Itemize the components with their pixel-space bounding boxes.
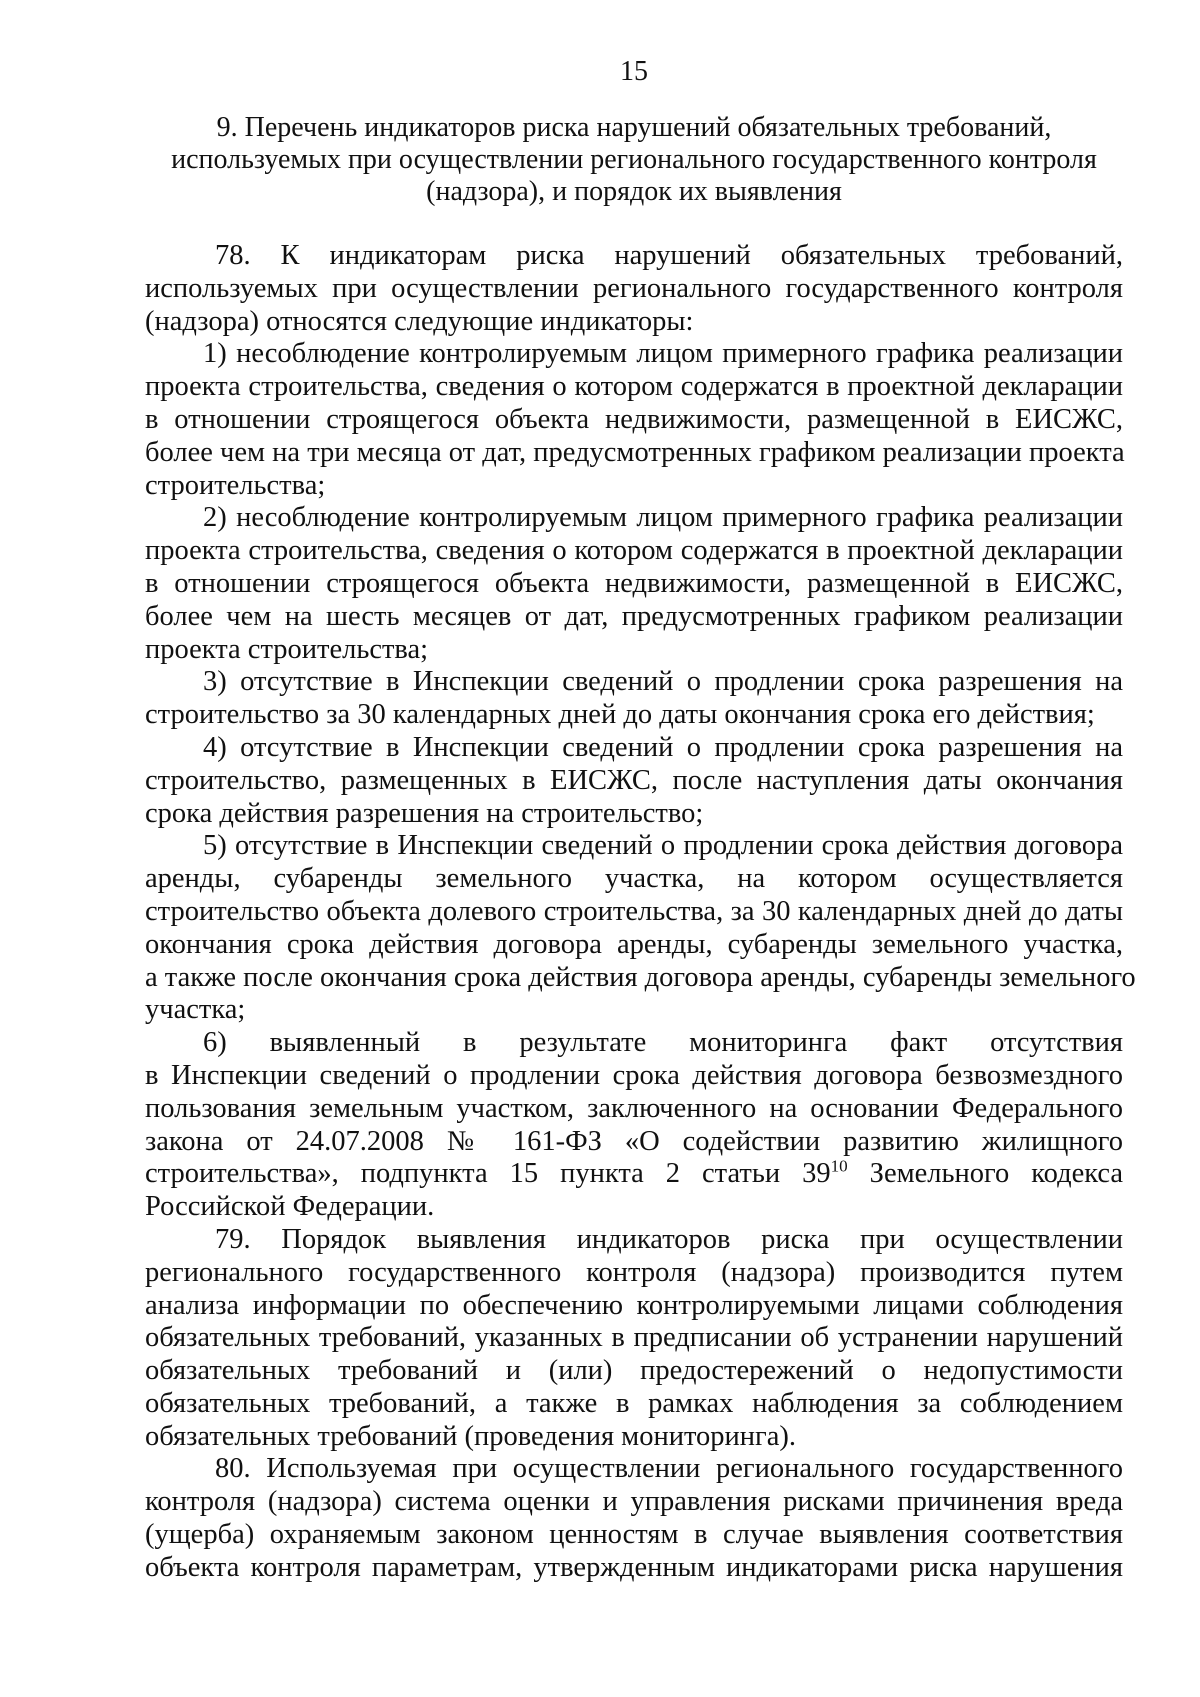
text-line: регионального государственного контроля (надзора) производится путем <box>145 1256 1123 1288</box>
heading-line: 9. Перечень индикаторов риска нарушений обязательных требований, <box>216 112 1052 143</box>
paragraph-p78 <box>145 240 1123 338</box>
text-line: (надзора) относятся следующие индикаторы: <box>145 305 694 337</box>
paragraph-p78-1 <box>145 338 1123 502</box>
text-line: участка; <box>145 994 246 1026</box>
text-line: 1) несоблюдение контролируемым лицом примерного графика реализации <box>203 338 1123 370</box>
paragraph-p78-4 <box>145 732 1123 830</box>
text-line: объекта контроля параметрам, утвержденным индикаторами риска нарушения <box>145 1551 1123 1583</box>
text-line: аренды, субаренды земельного участка, на котором осуществляется <box>145 863 1123 895</box>
text-line: проекта строительства, сведения о котором содержатся в проектной декларации <box>145 371 1123 403</box>
text-line: Российской Федерации. <box>145 1191 435 1223</box>
text-line: анализа информации по обеспечению контролируемыми лицами соблюдения <box>145 1289 1123 1321</box>
text-line: строительства; <box>145 469 326 501</box>
text-line: окончания срока действия договора аренды, субаренды земельного участка, <box>145 928 1123 960</box>
text-line: обязательных требований, указанных в предписании об устранении нарушений <box>145 1322 1123 1354</box>
heading-line: (надзора), и порядок их выявления <box>426 176 842 207</box>
text-line: контроля (надзора) система оценки и управления рисками причинения вреда <box>145 1486 1123 1518</box>
text-line: а также после окончания срока действия договора аренды, субаренды земельного <box>145 961 1136 993</box>
document-body <box>145 240 1136 1585</box>
superscript: 10 <box>830 1156 848 1176</box>
page-number: 15 <box>620 56 648 87</box>
paragraph-p78-5 <box>145 830 1136 1027</box>
text-line: 6) выявленный в результате мониторинга факт отсутствия <box>203 1027 1123 1059</box>
text-line: проекта строительства; <box>145 633 429 665</box>
text-line: проекта строительства, сведения о котором содержатся в проектной декларации <box>145 535 1123 567</box>
text-line: 4) отсутствие в Инспекции сведений о продлении срока разрешения на <box>203 731 1123 763</box>
text-line: пользования земельным участком, заключенного на основании Федерального <box>145 1092 1123 1124</box>
paragraph-p79 <box>145 1224 1123 1454</box>
document-page <box>145 52 1136 1585</box>
text-line <box>145 1158 1123 1191</box>
text-line: обязательных требований, а также в рамках наблюдения за соблюдением <box>145 1387 1123 1419</box>
paragraph-p78-3 <box>145 666 1123 732</box>
text-line: 79. Порядок выявления индикаторов риска при осуществлении <box>215 1223 1123 1255</box>
text-run: Земельного кодекса <box>847 1158 1124 1190</box>
text-line: используемых при осуществлении регионального государственного контроля <box>145 272 1123 304</box>
text-line: (ущерба) охраняемым законом ценностям в случае выявления соответствия <box>145 1519 1123 1551</box>
text-line: обязательных требований и (или) предостережений о недопустимости <box>145 1355 1123 1387</box>
paragraph-p80 <box>145 1453 1123 1584</box>
text-line: обязательных требований (проведения мониторинга). <box>145 1420 797 1452</box>
text-line: в Инспекции сведений о продлении срока действия договора безвозмездного <box>145 1059 1123 1091</box>
text-line: закона от 24.07.2008 № 161-ФЗ «О содействии развитию жилищного <box>145 1125 1123 1157</box>
text-line: строительство, размещенных в ЕИСЖС, после наступления даты окончания <box>145 764 1123 796</box>
paragraph-p78-6 <box>145 1027 1123 1224</box>
text-line: строительство объекта долевого строительства, за 30 календарных дней до даты <box>145 895 1123 927</box>
text-line: срока действия разрешения на строительство; <box>145 797 704 829</box>
heading-line: используемых при осуществлении регионального государственного контроля <box>171 144 1097 175</box>
text-line: строительство за 30 календарных дней до даты окончания срока его действия; <box>145 699 1095 731</box>
text-line: в отношении строящегося объекта недвижимости, размещенной в ЕИСЖС, <box>145 403 1123 435</box>
text-line: 5) отсутствие в Инспекции сведений о продлении срока действия договора <box>203 830 1123 862</box>
text-line: более чем на три месяца от дат, предусмотренных графиком реализации проекта <box>145 436 1125 468</box>
text-line: более чем на шесть месяцев от дат, предусмотренных графиком реализации <box>145 600 1123 632</box>
section-heading <box>145 112 1123 208</box>
text-line: 2) несоблюдение контролируемым лицом примерного графика реализации <box>203 502 1123 534</box>
text-line: 80. Используемая при осуществлении регионального государственного <box>215 1453 1123 1485</box>
text-line: 3) отсутствие в Инспекции сведений о продлении срока разрешения на <box>203 666 1123 698</box>
paragraph-p78-2 <box>145 502 1123 666</box>
text-line: 78. К индикаторам риска нарушений обязательных требований, <box>215 240 1123 271</box>
text-line: в отношении строящегося объекта недвижимости, размещенной в ЕИСЖС, <box>145 567 1123 599</box>
text-run: строительства», подпункта 15 пункта 2 статьи 39 <box>145 1158 831 1190</box>
